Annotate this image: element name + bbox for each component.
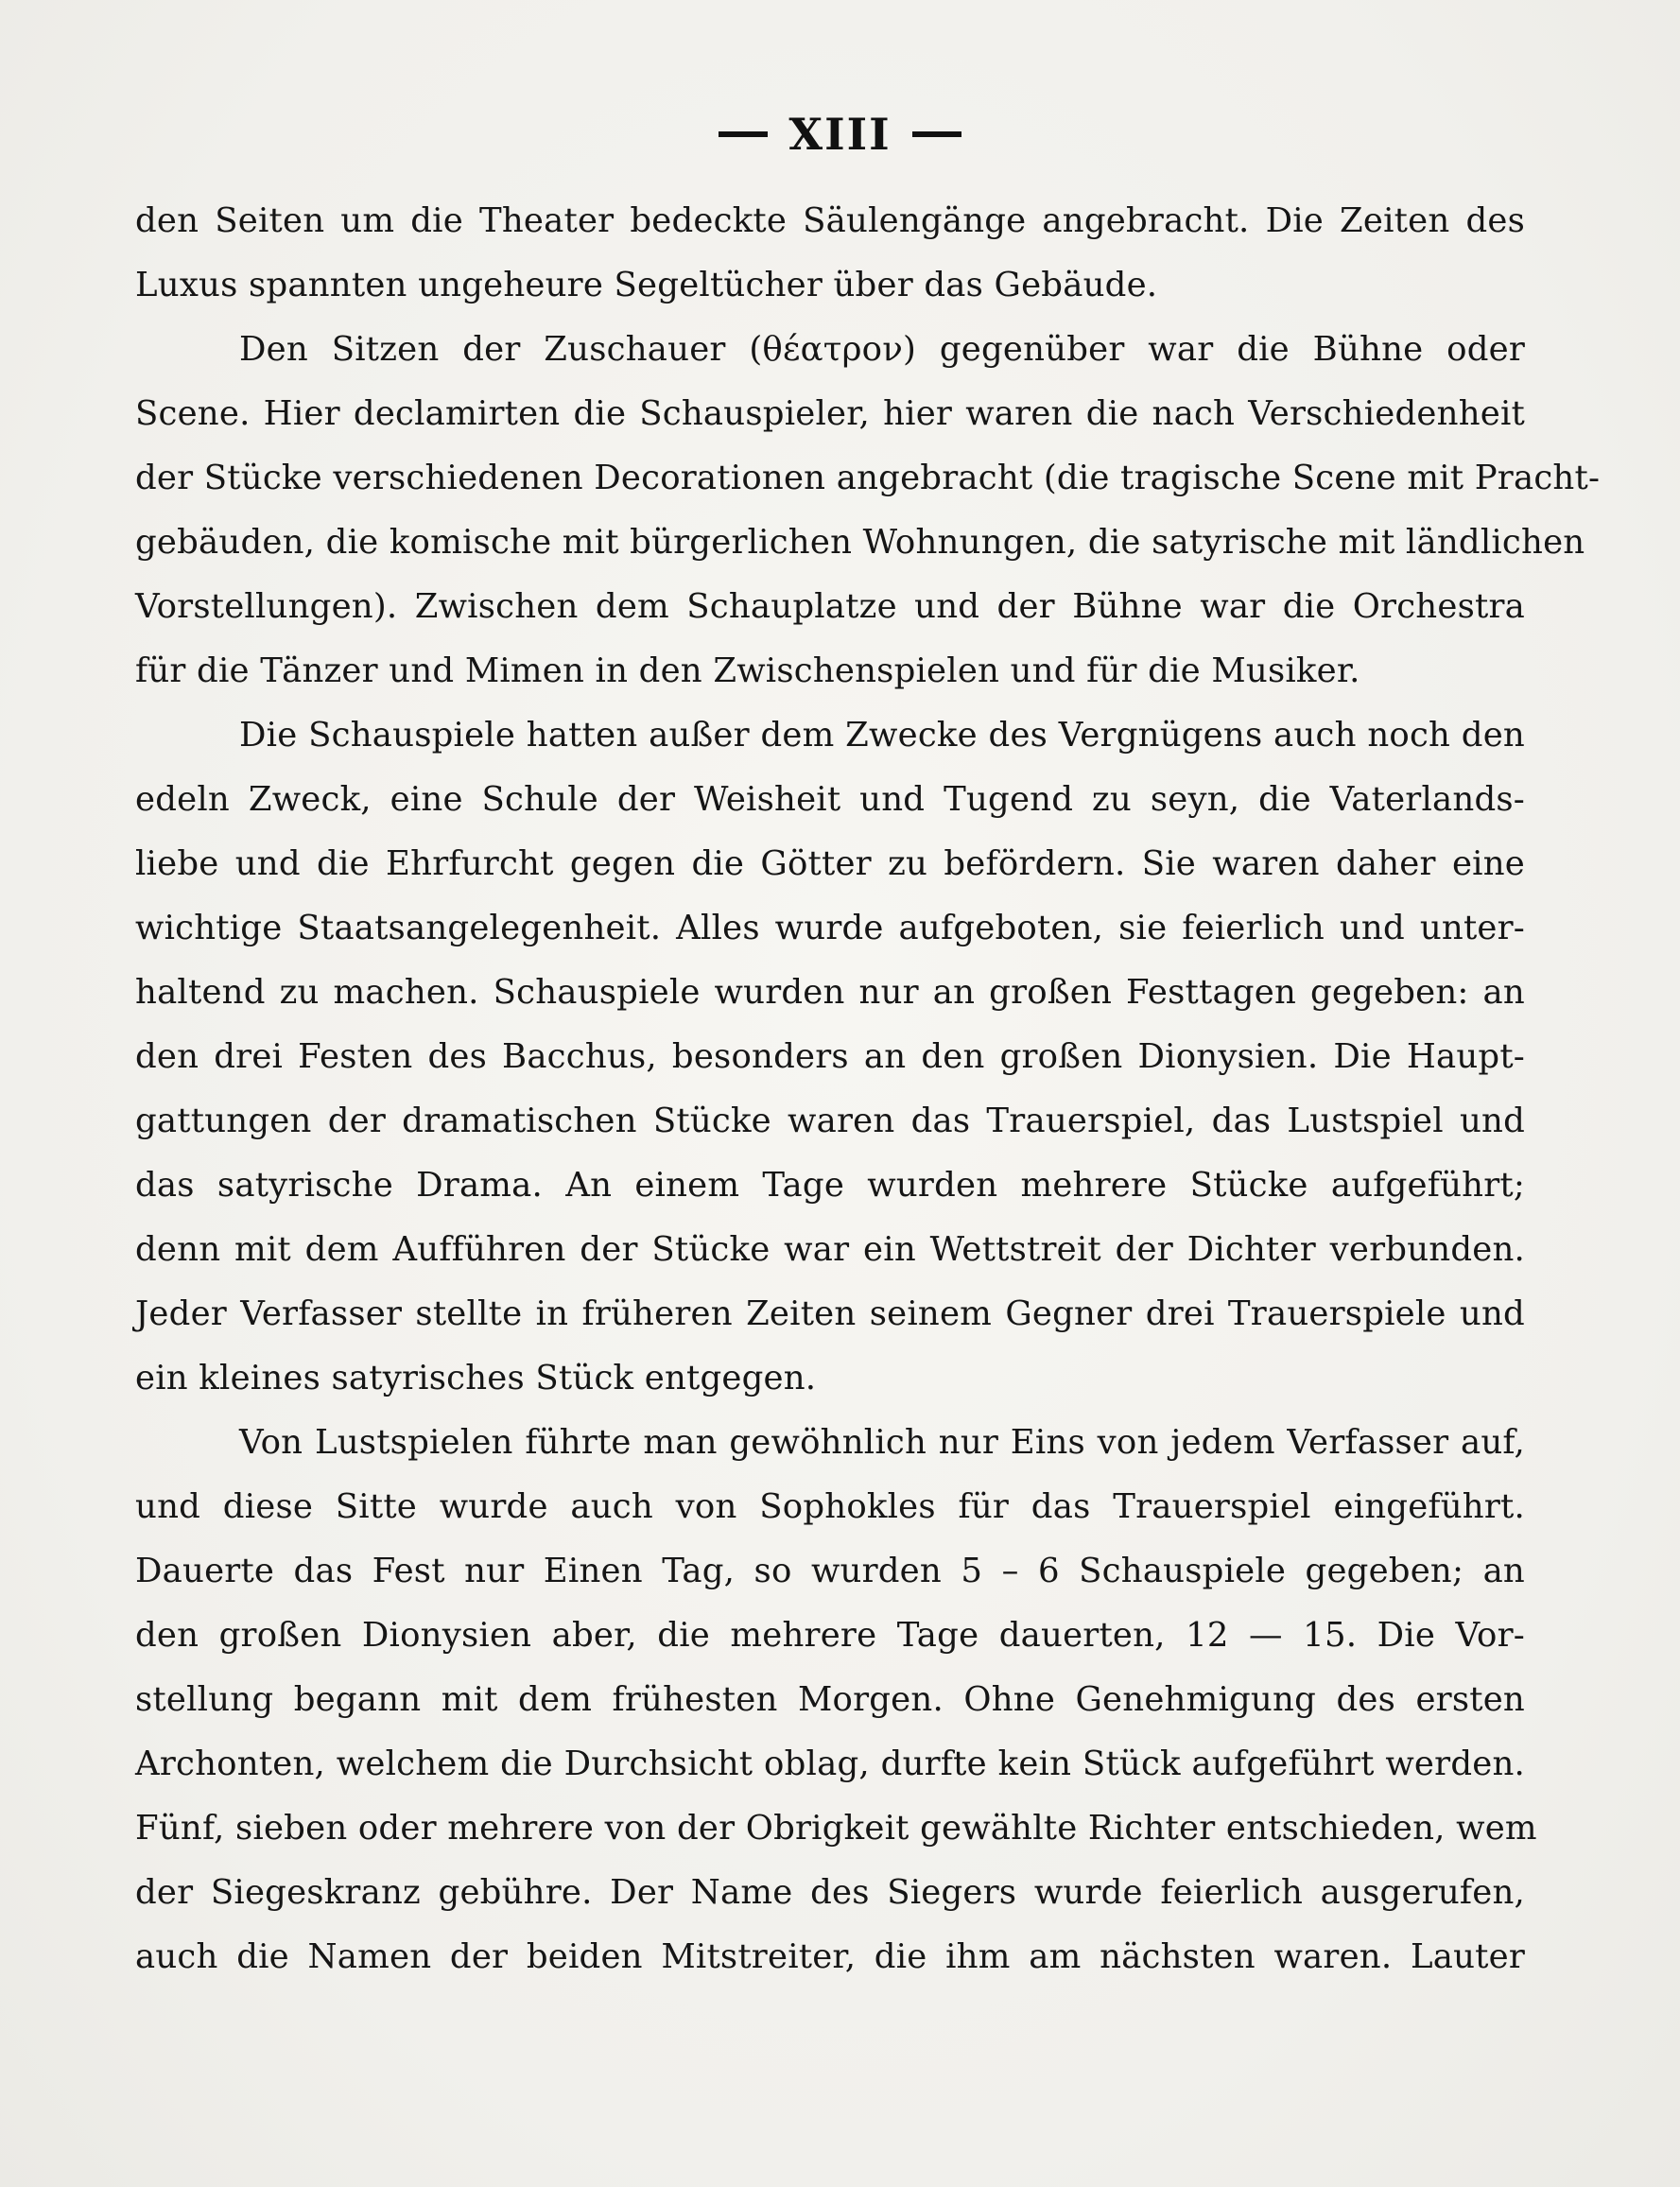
text-line: stellung begann mit dem frühesten Morgen. Ohne Genehmigung des ersten bbox=[135, 1680, 1525, 1719]
text-line: den großen Dionysien aber, die mehrere Tage dauerten, 12 — 15. Die Vor- bbox=[135, 1616, 1525, 1655]
text-line: Jeder Verfasser stellte in früheren Zeiten seinem Gegner drei Trauerspiele und bbox=[135, 1294, 1525, 1333]
text-line: Archonten, welchem die Durchsicht oblag, durfte kein Stück aufgeführt werden. bbox=[135, 1744, 1525, 1783]
text-line: Dauerte das Fest nur Einen Tag, so wurden 5 – 6 Schauspiele gegeben; an bbox=[135, 1552, 1525, 1590]
page-header bbox=[0, 109, 1680, 160]
text-line: liebe und die Ehrfurcht gegen die Götter zu befördern. Sie waren daher eine bbox=[135, 844, 1525, 883]
text-line: Fünf, sieben oder mehrere von der Obrigkeit gewählte Richter entschieden, wem bbox=[135, 1809, 1537, 1848]
text-line: ein kleines satyrisches Stück entgegen. bbox=[135, 1359, 817, 1397]
text-line: den Seiten um die Theater bedeckte Säulengänge angebracht. Die Zeiten des bbox=[135, 201, 1525, 240]
text-line: Den Sitzen der Zuschauer (θέατρον) gegenüber war die Bühne oder bbox=[239, 330, 1525, 369]
text-line: Scene. Hier declamirten die Schauspieler, hier waren die nach Verschiedenheit bbox=[135, 394, 1525, 433]
text-line: Die Schauspiele hatten außer dem Zwecke des Vergnügens auch noch den bbox=[239, 716, 1525, 755]
text-line: wichtige Staatsangelegenheit. Alles wurde aufgeboten, sie feierlich und unter- bbox=[135, 909, 1525, 947]
header-dash-right bbox=[912, 131, 961, 137]
text-line: auch die Namen der beiden Mitstreiter, die ihm am nächsten waren. Lauter bbox=[135, 1937, 1525, 1976]
text-line: den drei Festen des Bacchus, besonders an den großen Dionysien. Die Haupt- bbox=[135, 1037, 1525, 1076]
header-dash-left bbox=[719, 131, 768, 137]
text-line: der Stücke verschiedenen Decorationen angebracht (die tragische Scene mit Pracht- bbox=[135, 459, 1601, 497]
text-line: Vorstellungen). Zwischen dem Schauplatze und der Bühne war die Orchestra bbox=[135, 587, 1525, 626]
text-line: Von Lustspielen führte man gewöhnlich nur Eins von jedem Verfasser auf, bbox=[239, 1423, 1525, 1462]
text-line: das satyrische Drama. An einem Tage wurden mehrere Stücke aufgeführt; bbox=[135, 1166, 1525, 1205]
text-line: gebäuden, die komische mit bürgerlichen Wohnungen, die satyrische mit ländlichen bbox=[135, 523, 1585, 562]
text-line: Luxus spannten ungeheure Segeltücher über das Gebäude. bbox=[135, 266, 1158, 304]
text-line: denn mit dem Aufführen der Stücke war ein Wettstreit der Dichter verbunden. bbox=[135, 1230, 1525, 1269]
text-line: gattungen der dramatischen Stücke waren das Trauerspiel, das Lustspiel und bbox=[135, 1102, 1525, 1140]
text-line: haltend zu machen. Schauspiele wurden nur an großen Festtagen gegeben: an bbox=[135, 973, 1525, 1012]
text-line: für die Tänzer und Mimen in den Zwischenspielen und für die Musiker. bbox=[135, 651, 1360, 690]
text-line: der Siegeskranz gebühre. Der Name des Siegers wurde feierlich ausgerufen, bbox=[135, 1873, 1525, 1912]
text-line: edeln Zweck, eine Schule der Weisheit und Tugend zu seyn, die Vaterlands- bbox=[135, 780, 1525, 819]
text-line: und diese Sitte wurde auch von Sophokles für das Trauerspiel eingeführt. bbox=[135, 1487, 1525, 1526]
page-body bbox=[135, 189, 1601, 1989]
page-number: XIII bbox=[788, 109, 892, 160]
